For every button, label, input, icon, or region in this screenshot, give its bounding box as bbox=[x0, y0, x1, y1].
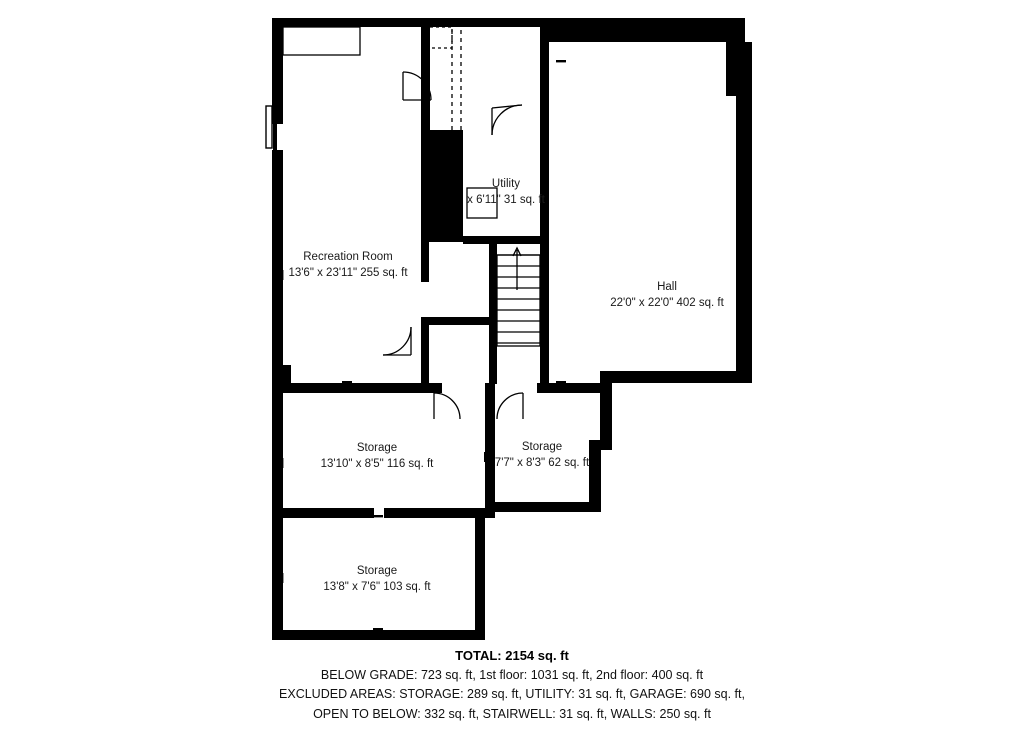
room-dimensions: 13'10" x 8'5" 116 sq. ft bbox=[320, 457, 434, 470]
summary-line-3: OPEN TO BELOW: 332 sq. ft, STAIRWELL: 31 sq. ft, WALLS: 250 sq. ft bbox=[313, 706, 711, 721]
room-name: Utility bbox=[491, 178, 521, 190]
room-name: Storage bbox=[356, 442, 398, 454]
room-name: Storage bbox=[356, 565, 398, 577]
total-area-text: TOTAL: 2154 sq. ft bbox=[455, 647, 569, 663]
room-name: Storage bbox=[521, 441, 563, 453]
area-summary bbox=[0, 646, 1024, 724]
room-dimensions: 22'0" x 22'0" 402 sq. ft bbox=[610, 296, 724, 309]
room-name: Hall bbox=[657, 281, 677, 293]
room-dimensions: 13'8" x 7'6" 103 sq. ft bbox=[323, 580, 431, 593]
room-dimensions: 7'7" x 8'3" 62 sq. ft bbox=[494, 456, 590, 469]
summary-line-1: BELOW GRADE: 723 sq. ft, 1st floor: 1031 sq. ft, 2nd floor: 400 sq. ft bbox=[320, 667, 704, 682]
room-dimensions: x 6'11" 31 sq. ft bbox=[467, 193, 545, 206]
summary-line-2: EXCLUDED AREAS: STORAGE: 289 sq. ft, UTILITY: 31 sq. ft, GARAGE: 690 sq. ft, bbox=[279, 687, 745, 702]
room-name: Recreation Room bbox=[303, 251, 393, 263]
room-dimensions: 13'6" x 23'11" 255 sq. ft bbox=[288, 266, 408, 279]
